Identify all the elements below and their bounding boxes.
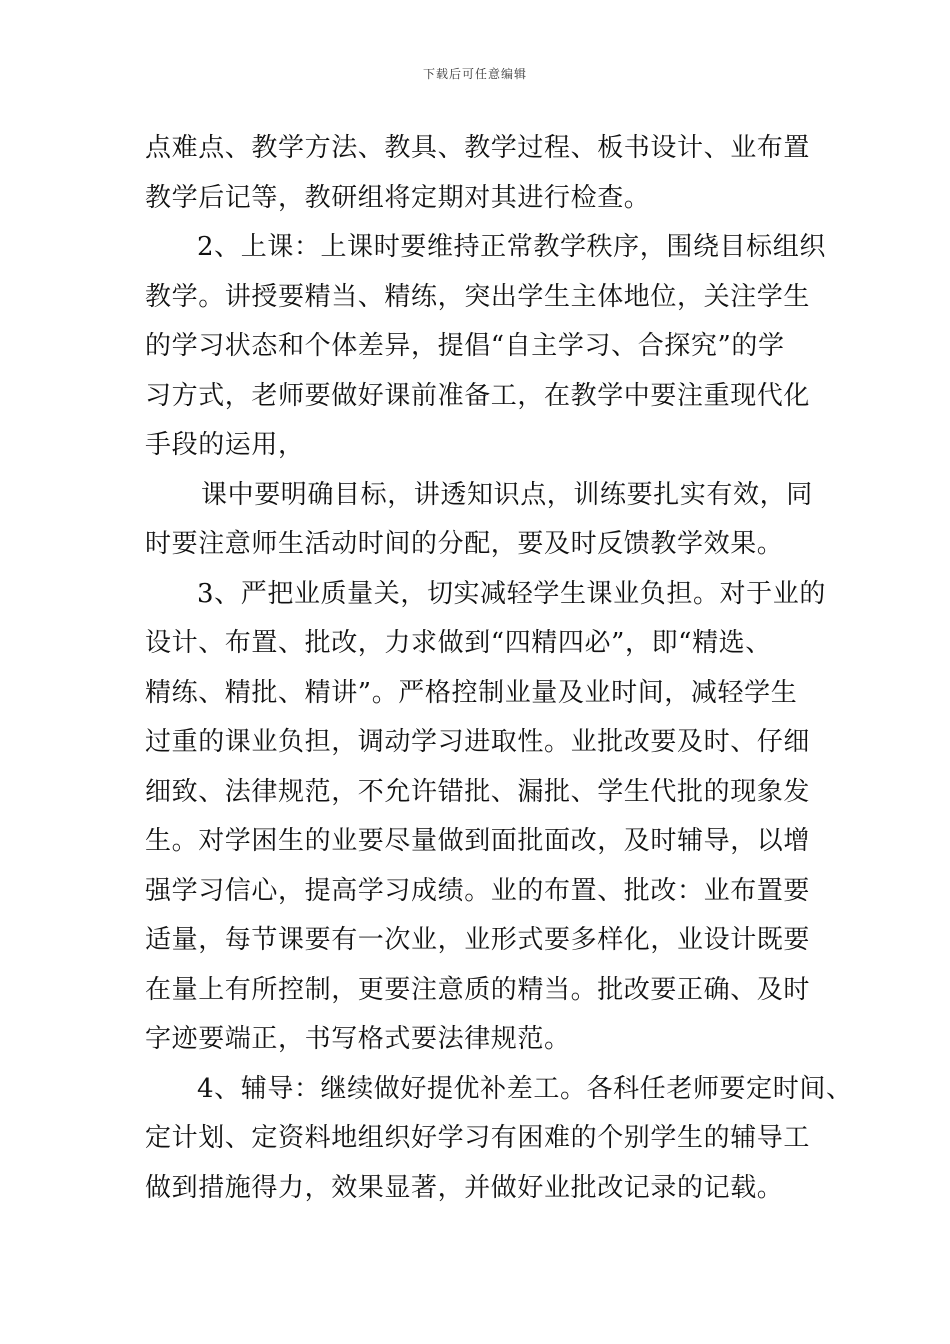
document-body (145, 124, 853, 1213)
body-line: 字迹要端正，书写格式要法律规范。 (145, 1024, 571, 1054)
body-line: 适量，每节课要有一次业，业形式要多样化，业设计既要 (145, 925, 811, 955)
body-line: 强学习信心，提高学习成绩。业的布置、批改：业布置要 (145, 875, 811, 906)
body-line: 精练、精批、精讲”。严格控制业量及业时间，减轻学生 (145, 677, 798, 708)
body-line: 设计、布置、批改，力求做到“四精四必”，即“精选、 (145, 628, 772, 658)
body-line: 时要注意师生活动时间的分配，要及时反馈教学效果。 (145, 529, 784, 559)
body-line: 教学。讲授要精当、精练，突出学生主体地位，关注学生 (145, 281, 811, 312)
body-line: 过重的课业负担，调动学习进取性。业批改要及时、仔细 (145, 727, 811, 757)
body-line: 在量上有所控制，更要注意质的精当。批改要正确、及时 (145, 974, 811, 1005)
body-line: 做到措施得力，效果显著，并做好业批改记录的记载。 (145, 1172, 784, 1203)
body-line: 的学习状态和个体差异，提倡“自主学习、合探究”的学 (145, 331, 785, 361)
paragraph-start-line: 课中要明确目标，讲透知识点，训练要扎实有效，同 (201, 479, 813, 510)
paragraph-start-line: 3、严把业质量关，切实减轻学生课业负担。对于业的 (197, 578, 826, 609)
body-line: 手段的运用， (145, 430, 305, 460)
body-line: 定计划、定资料地组织好学习有困难的个别学生的辅导工 (145, 1123, 811, 1153)
body-line: 生。对学困生的业要尽量做到面批面改，及时辅导，以增 (145, 826, 811, 856)
body-line: 细致、法律规范，不允许错批、漏批、学生代批的现象发 (145, 776, 811, 807)
page-header: 下载后可任意编辑 (422, 67, 527, 81)
paragraph-start-line: 4、辅导：继续做好提优补差工。各科任老师要定时间、 (197, 1073, 853, 1104)
paragraph-start-line: 2、上课：上课时要维持正常教学秩序，围绕目标组织 (197, 232, 826, 262)
body-line: 点难点、教学方法、教具、教学过程、板书设计、业布置 (145, 133, 811, 163)
body-line: 教学后记等，教研组将定期对其进行检查。 (145, 182, 651, 213)
body-line: 习方式，老师要做好课前准备工，在教学中要注重现代化 (145, 380, 811, 411)
